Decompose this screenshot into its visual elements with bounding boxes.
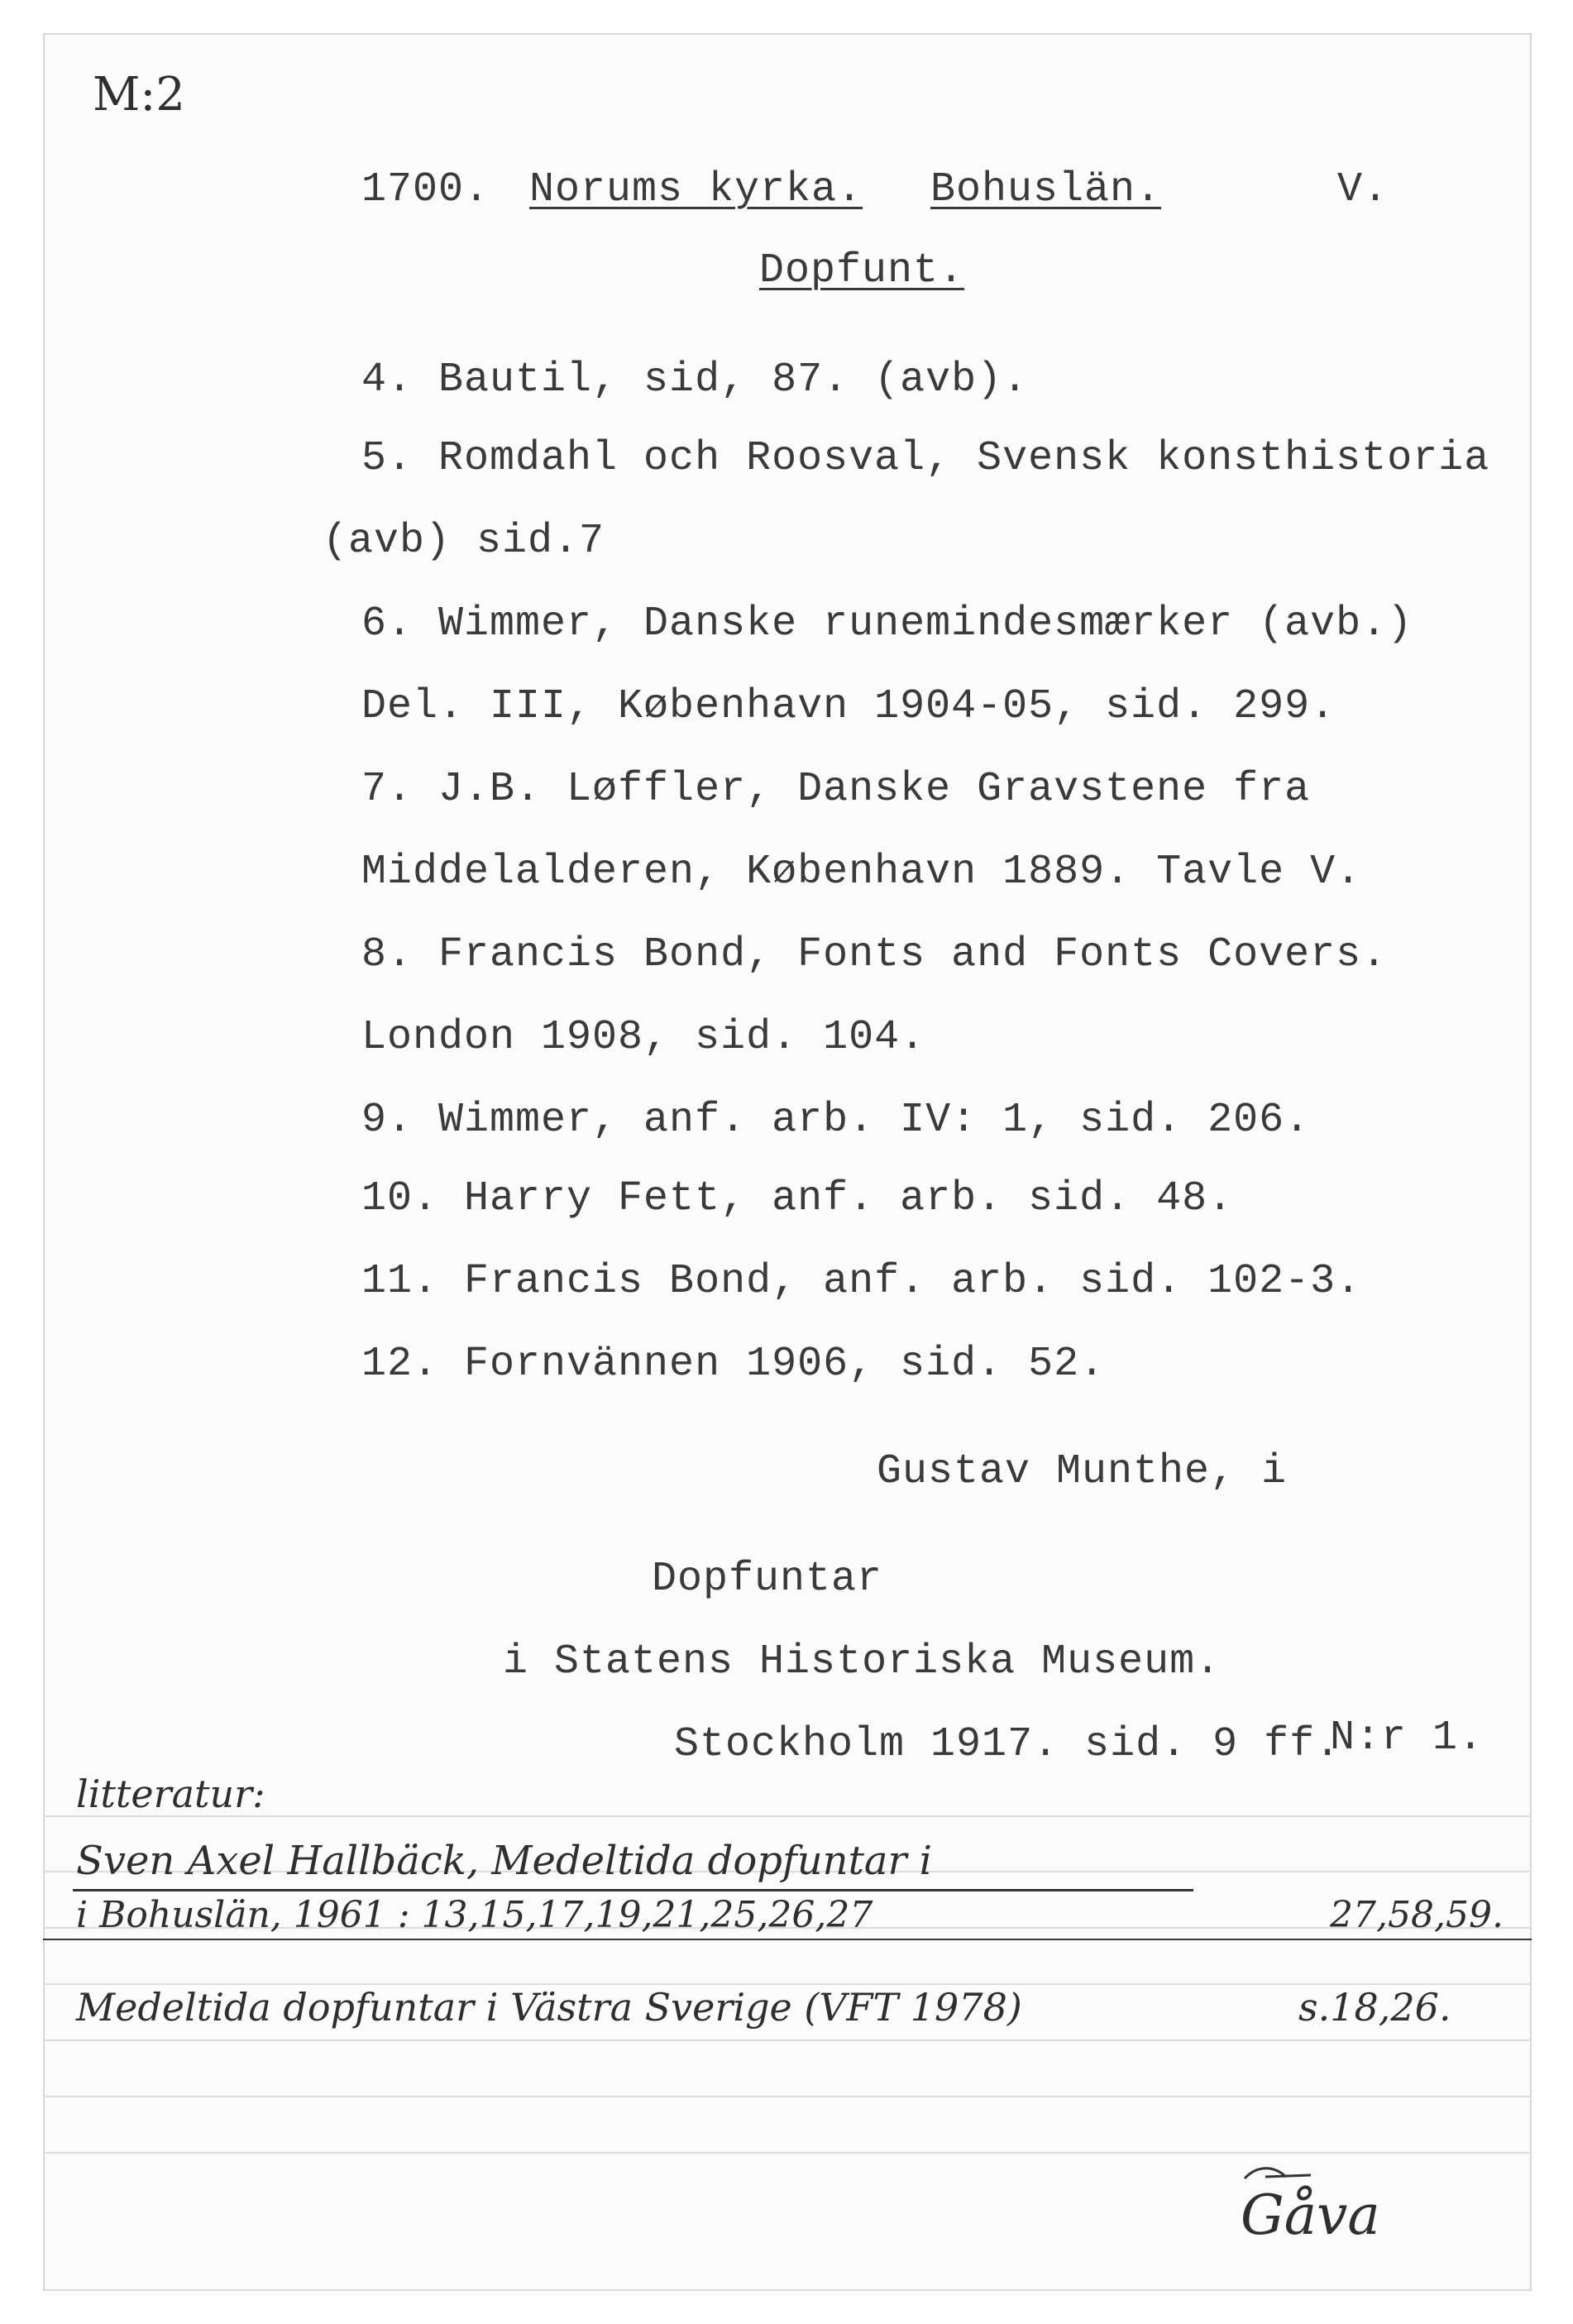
header-province: Bohuslän. xyxy=(930,166,1162,213)
handwritten-heading: litteratur: xyxy=(76,1772,265,1816)
corner-mark: M:2 xyxy=(93,68,185,122)
reference-10: 10. Harry Fett, anf. arb. sid. 48. xyxy=(361,1175,1234,1222)
flourish-stroke xyxy=(1245,2169,1311,2178)
reference-9: 9. Wimmer, anf. arb. IV: 1, sid. 206. xyxy=(361,1097,1311,1144)
reference-4: 4. Bautil, sid, 87. (avb). xyxy=(361,356,1029,404)
source-number: N:r 1. xyxy=(1330,1714,1485,1762)
source-author: Gustav Munthe, i xyxy=(877,1448,1288,1495)
header-subject: Dopfunt. xyxy=(759,247,965,294)
reference-12: 12. Fornvännen 1906, sid. 52. xyxy=(361,1341,1106,1388)
handwritten-line-3-right: s.18,26. xyxy=(1298,1985,1451,2030)
handwritten-line-3: Medeltida dopfuntar i Västra Sverige (VFT 1978) xyxy=(76,1985,1022,2030)
signature-flourish xyxy=(1241,2164,1315,2188)
header-volume: V. xyxy=(1337,166,1389,213)
reference-7: 7. J.B. Løffler, Danske Gravstene fra xyxy=(361,766,1311,813)
source-publisher: i Statens Historiska Museum. xyxy=(503,1638,1222,1686)
ruled-line xyxy=(43,2152,1532,2154)
reference-7-cont: Middelalderen, København 1889. Tavle V. xyxy=(361,849,1362,896)
source-title: Dopfuntar xyxy=(652,1556,883,1603)
handwritten-signature: Gåva xyxy=(1241,2183,1380,2247)
source-place-year: Stockholm 1917. sid. 9 ff. xyxy=(674,1721,1341,1768)
handwritten-line-1: Sven Axel Hallbäck, Medeltida dopfuntar i xyxy=(76,1838,933,1884)
reference-5-cont: (avb) sid.7 xyxy=(323,518,605,565)
reference-6-cont: Del. III, København 1904-05, sid. 299. xyxy=(361,683,1336,730)
handwritten-underline xyxy=(43,1939,1532,1940)
reference-8: 8. Francis Bond, Fonts and Fonts Covers. xyxy=(361,931,1388,978)
handwritten-line-2-right: 27,58,59. xyxy=(1330,1894,1504,1936)
handwritten-underline xyxy=(73,1889,1193,1891)
reference-6: 6. Wimmer, Danske runemindesmærker (avb.) xyxy=(361,600,1413,648)
reference-5: 5. Romdahl och Roosval, Svensk konsthistoria xyxy=(361,435,1490,482)
reference-11: 11. Francis Bond, anf. arb. sid. 102-3. xyxy=(361,1258,1362,1305)
ruled-line xyxy=(43,1815,1532,1817)
ruled-line xyxy=(43,2039,1532,2041)
handwritten-line-2: i Bohuslän, 1961 : 13,15,17,19,21,25,26,27 xyxy=(76,1894,873,1936)
reference-8-cont: London 1908, sid. 104. xyxy=(361,1014,926,1061)
ruled-line xyxy=(43,2096,1532,2097)
header-church: Norums kyrka. xyxy=(529,166,863,213)
header-year: 1700. xyxy=(361,166,490,213)
